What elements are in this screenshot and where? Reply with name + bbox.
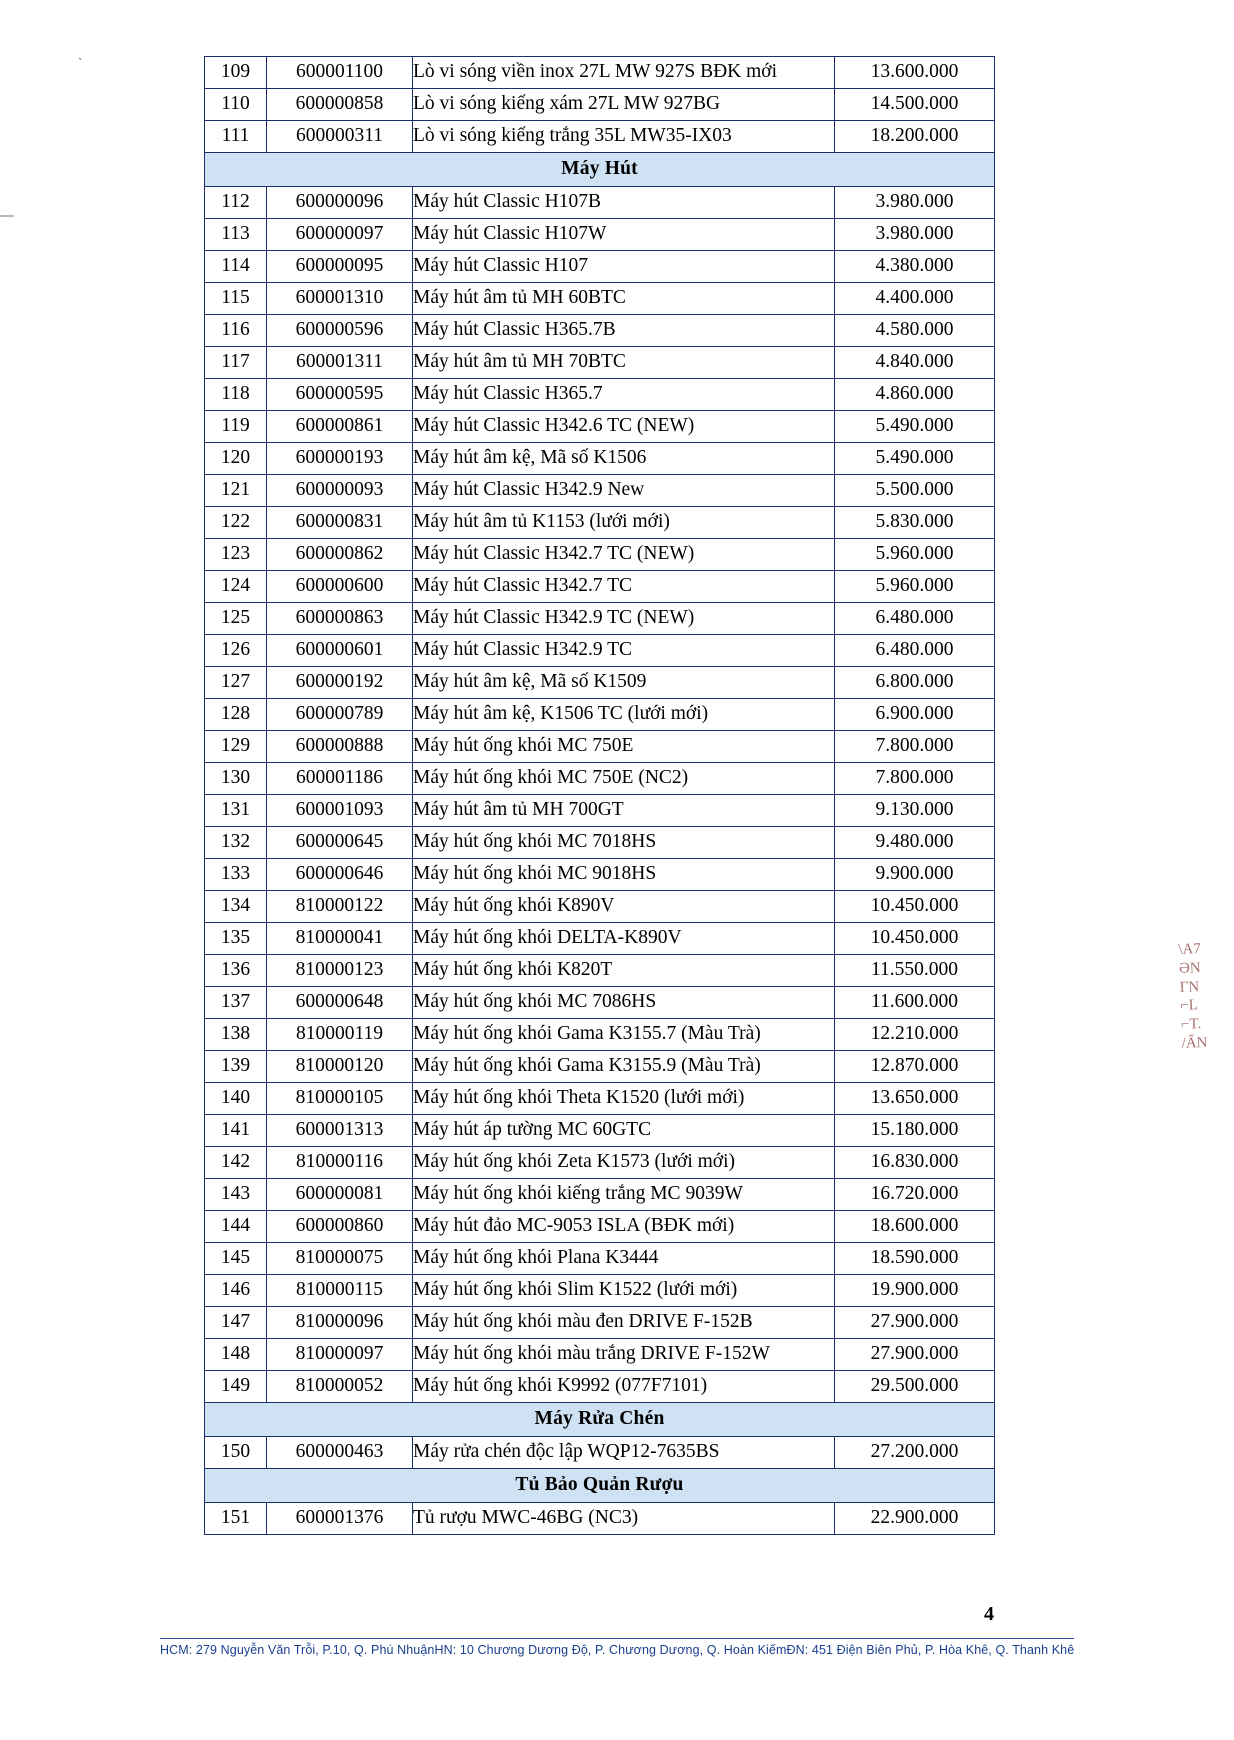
cell-price: 4.400.000 xyxy=(835,283,995,315)
cell-code: 600000863 xyxy=(267,603,413,635)
cell-product-name: Máy hút âm kệ, K1506 TC (lưới mới) xyxy=(413,699,835,731)
cell-product-name: Máy hút ống khói MC 9018HS xyxy=(413,859,835,891)
table-row xyxy=(205,1211,995,1243)
margin-note-line: ⌐L xyxy=(1180,997,1199,1015)
footer-address-hcm: HCM: 279 Nguyễn Văn Trỗi, P.10, Q. Phú Nhuận xyxy=(160,1643,435,1657)
cell-stt: 128 xyxy=(205,699,267,731)
cell-stt: 133 xyxy=(205,859,267,891)
stray-ink-mark: ` xyxy=(78,55,83,70)
cell-product-name: Máy hút âm tủ K1153 (lưới mới) xyxy=(413,507,835,539)
table-row xyxy=(205,763,995,795)
table-row xyxy=(205,1371,995,1403)
table-group-row xyxy=(205,153,995,187)
cell-code: 600001093 xyxy=(267,795,413,827)
cell-code: 810000097 xyxy=(267,1339,413,1371)
cell-code: 600000081 xyxy=(267,1179,413,1211)
cell-stt: 139 xyxy=(205,1051,267,1083)
cell-price: 6.800.000 xyxy=(835,667,995,699)
cell-code: 600000600 xyxy=(267,571,413,603)
cell-price: 13.600.000 xyxy=(835,57,995,89)
cell-price: 4.580.000 xyxy=(835,315,995,347)
cell-product-name: Máy hút ống khói DELTA-K890V xyxy=(413,923,835,955)
cell-product-name: Máy hút Classic H342.7 TC xyxy=(413,571,835,603)
cell-stt: 140 xyxy=(205,1083,267,1115)
cell-code: 600000093 xyxy=(267,475,413,507)
cell-stt: 138 xyxy=(205,1019,267,1051)
table-row xyxy=(205,1115,995,1147)
table-row xyxy=(205,635,995,667)
margin-note-line: ⌐T. xyxy=(1180,1016,1202,1033)
cell-price: 5.500.000 xyxy=(835,475,995,507)
cell-product-name: Máy hút âm kệ, Mã số K1509 xyxy=(413,667,835,699)
cell-stt: 145 xyxy=(205,1243,267,1275)
margin-note-line: /ẤN xyxy=(1181,1034,1208,1052)
cell-price: 9.480.000 xyxy=(835,827,995,859)
table-row xyxy=(205,379,995,411)
cell-price: 12.870.000 xyxy=(835,1051,995,1083)
cell-product-name: Máy hút ống khói K9992 (077F7101) xyxy=(413,1371,835,1403)
cell-code: 810000075 xyxy=(267,1243,413,1275)
cell-code: 600001313 xyxy=(267,1115,413,1147)
table-row xyxy=(205,827,995,859)
cell-product-name: Máy hút ống khói MC 750E (NC2) xyxy=(413,763,835,795)
cell-price: 22.900.000 xyxy=(835,1503,995,1535)
table-row xyxy=(205,987,995,1019)
cell-code: 810000105 xyxy=(267,1083,413,1115)
table-row xyxy=(205,283,995,315)
cell-code: 600000888 xyxy=(267,731,413,763)
cell-price: 16.720.000 xyxy=(835,1179,995,1211)
cell-price: 4.840.000 xyxy=(835,347,995,379)
cell-code: 600000645 xyxy=(267,827,413,859)
cell-stt: 118 xyxy=(205,379,267,411)
cell-product-name: Máy hút ống khói MC 750E xyxy=(413,731,835,763)
cell-code: 600000646 xyxy=(267,859,413,891)
cell-product-name: Máy hút ống khói Gama K3155.7 (Màu Trà) xyxy=(413,1019,835,1051)
cell-stt: 146 xyxy=(205,1275,267,1307)
cell-stt: 144 xyxy=(205,1211,267,1243)
table-row xyxy=(205,891,995,923)
cell-stt: 131 xyxy=(205,795,267,827)
cell-product-name: Máy hút Classic H342.9 TC xyxy=(413,635,835,667)
cell-price: 9.130.000 xyxy=(835,795,995,827)
table-row xyxy=(205,955,995,987)
cell-stt: 130 xyxy=(205,763,267,795)
cell-price: 7.800.000 xyxy=(835,763,995,795)
cell-product-name: Máy hút ống khói MC 7018HS xyxy=(413,827,835,859)
cell-product-name: Máy hút ống khói màu đen DRIVE F-152B xyxy=(413,1307,835,1339)
cell-code: 600000192 xyxy=(267,667,413,699)
cell-stt: 135 xyxy=(205,923,267,955)
cell-price: 27.200.000 xyxy=(835,1437,995,1469)
table-row xyxy=(205,121,995,153)
cell-code: 600001311 xyxy=(267,347,413,379)
cell-stt: 150 xyxy=(205,1437,267,1469)
cell-price: 10.450.000 xyxy=(835,923,995,955)
cell-price: 18.200.000 xyxy=(835,121,995,153)
cell-stt: 120 xyxy=(205,443,267,475)
margin-handwriting xyxy=(1178,939,1228,1053)
cell-stt: 137 xyxy=(205,987,267,1019)
table-row xyxy=(205,1275,995,1307)
cell-price: 15.180.000 xyxy=(835,1115,995,1147)
cell-price: 18.590.000 xyxy=(835,1243,995,1275)
cell-price: 27.900.000 xyxy=(835,1339,995,1371)
cell-stt: 117 xyxy=(205,347,267,379)
cell-product-name: Máy hút ống khói Theta K1520 (lưới mới) xyxy=(413,1083,835,1115)
cell-product-name: Máy hút Classic H107W xyxy=(413,219,835,251)
cell-price: 11.550.000 xyxy=(835,955,995,987)
price-list-table xyxy=(204,56,995,1535)
table-row xyxy=(205,603,995,635)
table-row xyxy=(205,667,995,699)
table-row xyxy=(205,1243,995,1275)
cell-code: 810000041 xyxy=(267,923,413,955)
cell-product-name: Máy hút ống khói Plana K3444 xyxy=(413,1243,835,1275)
table-row xyxy=(205,1147,995,1179)
table-row xyxy=(205,507,995,539)
cell-stt: 116 xyxy=(205,315,267,347)
cell-stt: 123 xyxy=(205,539,267,571)
cell-stt: 126 xyxy=(205,635,267,667)
table-row xyxy=(205,1503,995,1535)
cell-price: 5.830.000 xyxy=(835,507,995,539)
table-row xyxy=(205,1339,995,1371)
cell-product-name: Lò vi sóng kiếng trắng 35L MW35-IX03 xyxy=(413,121,835,153)
table-row xyxy=(205,1437,995,1469)
cell-code: 600000193 xyxy=(267,443,413,475)
cell-stt: 142 xyxy=(205,1147,267,1179)
table-row xyxy=(205,1051,995,1083)
table-row xyxy=(205,443,995,475)
table-row xyxy=(205,571,995,603)
cell-product-name: Tủ rượu MWC-46BG (NC3) xyxy=(413,1503,835,1535)
cell-product-name: Lò vi sóng kiếng xám 27L MW 927BG xyxy=(413,89,835,121)
cell-price: 14.500.000 xyxy=(835,89,995,121)
cell-price: 3.980.000 xyxy=(835,187,995,219)
cell-stt: 110 xyxy=(205,89,267,121)
cell-price: 5.960.000 xyxy=(835,571,995,603)
cell-stt: 147 xyxy=(205,1307,267,1339)
cell-price: 16.830.000 xyxy=(835,1147,995,1179)
cell-price: 4.860.000 xyxy=(835,379,995,411)
cell-product-name: Máy hút Classic H107B xyxy=(413,187,835,219)
group-label: Máy Hút xyxy=(205,153,995,187)
margin-note-line: \A7 xyxy=(1178,941,1202,958)
cell-code: 600000095 xyxy=(267,251,413,283)
table-row xyxy=(205,315,995,347)
cell-price: 10.450.000 xyxy=(835,891,995,923)
cell-code: 600001100 xyxy=(267,57,413,89)
table-row xyxy=(205,251,995,283)
cell-product-name: Lò vi sóng viền inox 27L MW 927S BĐK mới xyxy=(413,57,835,89)
cell-price: 5.960.000 xyxy=(835,539,995,571)
cell-price: 13.650.000 xyxy=(835,1083,995,1115)
cell-product-name: Máy hút Classic H365.7B xyxy=(413,315,835,347)
cell-product-name: Máy hút Classic H342.9 TC (NEW) xyxy=(413,603,835,635)
table-row xyxy=(205,539,995,571)
cell-price: 5.490.000 xyxy=(835,411,995,443)
cell-price: 4.380.000 xyxy=(835,251,995,283)
cell-product-name: Máy hút ống khói MC 7086HS xyxy=(413,987,835,1019)
cell-stt: 122 xyxy=(205,507,267,539)
cell-stt: 111 xyxy=(205,121,267,153)
cell-code: 600000862 xyxy=(267,539,413,571)
table-row xyxy=(205,1179,995,1211)
cell-code: 600000311 xyxy=(267,121,413,153)
cell-stt: 132 xyxy=(205,827,267,859)
cell-code: 600000861 xyxy=(267,411,413,443)
footer-address-dn: ĐN: 451 Điện Biên Phủ, P. Hòa Khê, Q. Thanh Khê xyxy=(786,1643,1075,1657)
footer-divider xyxy=(160,1638,1074,1639)
cell-code: 600000596 xyxy=(267,315,413,347)
table-row xyxy=(205,923,995,955)
cell-product-name: Máy hút âm tủ MH 700GT xyxy=(413,795,835,827)
cell-price: 27.900.000 xyxy=(835,1307,995,1339)
table-row xyxy=(205,731,995,763)
cell-price: 6.900.000 xyxy=(835,699,995,731)
cell-price: 11.600.000 xyxy=(835,987,995,1019)
cell-code: 810000096 xyxy=(267,1307,413,1339)
cell-product-name: Máy hút Classic H365.7 xyxy=(413,379,835,411)
cell-product-name: Máy hút Classic H342.6 TC (NEW) xyxy=(413,411,835,443)
cell-code: 600000463 xyxy=(267,1437,413,1469)
cell-code: 600000096 xyxy=(267,187,413,219)
cell-product-name: Máy hút Classic H342.7 TC (NEW) xyxy=(413,539,835,571)
table-row xyxy=(205,411,995,443)
cell-product-name: Máy hút ống khói K890V xyxy=(413,891,835,923)
cell-code: 810000116 xyxy=(267,1147,413,1179)
cell-stt: 143 xyxy=(205,1179,267,1211)
cell-price: 3.980.000 xyxy=(835,219,995,251)
cell-code: 600001376 xyxy=(267,1503,413,1535)
cell-code: 600000097 xyxy=(267,219,413,251)
table-row xyxy=(205,475,995,507)
cell-stt: 124 xyxy=(205,571,267,603)
cell-stt: 141 xyxy=(205,1115,267,1147)
table-row xyxy=(205,795,995,827)
cell-stt: 112 xyxy=(205,187,267,219)
cell-product-name: Máy hút âm kệ, Mã số K1506 xyxy=(413,443,835,475)
cell-product-name: Máy hút ống khói Zeta K1573 (lưới mới) xyxy=(413,1147,835,1179)
cell-code: 600000789 xyxy=(267,699,413,731)
cell-product-name: Máy hút ống khói Gama K3155.9 (Màu Trà) xyxy=(413,1051,835,1083)
cell-code: 600000831 xyxy=(267,507,413,539)
table-row xyxy=(205,1083,995,1115)
cell-price: 6.480.000 xyxy=(835,603,995,635)
cell-product-name: Máy hút âm tủ MH 60BTC xyxy=(413,283,835,315)
margin-note-line: ΓΝ xyxy=(1179,978,1200,996)
cell-code: 810000052 xyxy=(267,1371,413,1403)
cell-code: 600001186 xyxy=(267,763,413,795)
price-list-body xyxy=(205,57,995,1535)
cell-code: 810000119 xyxy=(267,1019,413,1051)
cell-stt: 129 xyxy=(205,731,267,763)
cell-product-name: Máy hút Classic H107 xyxy=(413,251,835,283)
cell-product-name: Máy hút ống khói K820T xyxy=(413,955,835,987)
cell-price: 7.800.000 xyxy=(835,731,995,763)
cell-price: 6.480.000 xyxy=(835,635,995,667)
cell-stt: 134 xyxy=(205,891,267,923)
table-row xyxy=(205,859,995,891)
table-row xyxy=(205,219,995,251)
cell-product-name: Máy hút ống khói Slim K1522 (lưới mới) xyxy=(413,1275,835,1307)
cell-stt: 151 xyxy=(205,1503,267,1535)
cell-code: 810000123 xyxy=(267,955,413,987)
cell-stt: 115 xyxy=(205,283,267,315)
cell-price: 19.900.000 xyxy=(835,1275,995,1307)
cell-stt: 127 xyxy=(205,667,267,699)
cell-code: 600000858 xyxy=(267,89,413,121)
table-row xyxy=(205,187,995,219)
cell-code: 600000595 xyxy=(267,379,413,411)
cell-code: 810000120 xyxy=(267,1051,413,1083)
cell-stt: 125 xyxy=(205,603,267,635)
cell-product-name: Máy hút ống khói kiếng trắng MC 9039W xyxy=(413,1179,835,1211)
cell-code: 810000122 xyxy=(267,891,413,923)
table-row xyxy=(205,1019,995,1051)
cell-product-name: Máy hút Classic H342.9 New xyxy=(413,475,835,507)
cell-product-name: Máy hút âm tủ MH 70BTC xyxy=(413,347,835,379)
cell-code: 600000601 xyxy=(267,635,413,667)
cell-price: 12.210.000 xyxy=(835,1019,995,1051)
table-group-row xyxy=(205,1403,995,1437)
cell-stt: 113 xyxy=(205,219,267,251)
cell-price: 29.500.000 xyxy=(835,1371,995,1403)
group-label: Tủ Bảo Quản Rượu xyxy=(205,1469,995,1503)
table-row xyxy=(205,347,995,379)
cell-price: 5.490.000 xyxy=(835,443,995,475)
footer xyxy=(160,1643,1074,1657)
table-row xyxy=(205,57,995,89)
cell-stt: 148 xyxy=(205,1339,267,1371)
page-number: 4 xyxy=(984,1603,994,1625)
cell-price: 18.600.000 xyxy=(835,1211,995,1243)
cell-product-name: Máy hút ống khói màu trắng DRIVE F-152W xyxy=(413,1339,835,1371)
cell-stt: 149 xyxy=(205,1371,267,1403)
cell-stt: 136 xyxy=(205,955,267,987)
table-group-row xyxy=(205,1469,995,1503)
edge-scan-artifact xyxy=(0,215,14,217)
cell-code: 600001310 xyxy=(267,283,413,315)
cell-code: 810000115 xyxy=(267,1275,413,1307)
cell-stt: 121 xyxy=(205,475,267,507)
table-row xyxy=(205,699,995,731)
group-label: Máy Rửa Chén xyxy=(205,1403,995,1437)
cell-product-name: Máy rửa chén độc lập WQP12-7635BS xyxy=(413,1437,835,1469)
table-row xyxy=(205,1307,995,1339)
cell-stt: 109 xyxy=(205,57,267,89)
cell-product-name: Máy hút áp tường MC 60GTC xyxy=(413,1115,835,1147)
cell-code: 600000860 xyxy=(267,1211,413,1243)
cell-stt: 114 xyxy=(205,251,267,283)
table-row xyxy=(205,89,995,121)
cell-product-name: Máy hút đảo MC-9053 ISLA (BĐK mới) xyxy=(413,1211,835,1243)
cell-stt: 119 xyxy=(205,411,267,443)
cell-price: 9.900.000 xyxy=(835,859,995,891)
margin-note-line: ƏN xyxy=(1178,959,1201,977)
cell-code: 600000648 xyxy=(267,987,413,1019)
footer-address-hn: HN: 10 Chương Dương Độ, P. Chương Dương, Q. Hoàn Kiếm xyxy=(434,1643,787,1657)
